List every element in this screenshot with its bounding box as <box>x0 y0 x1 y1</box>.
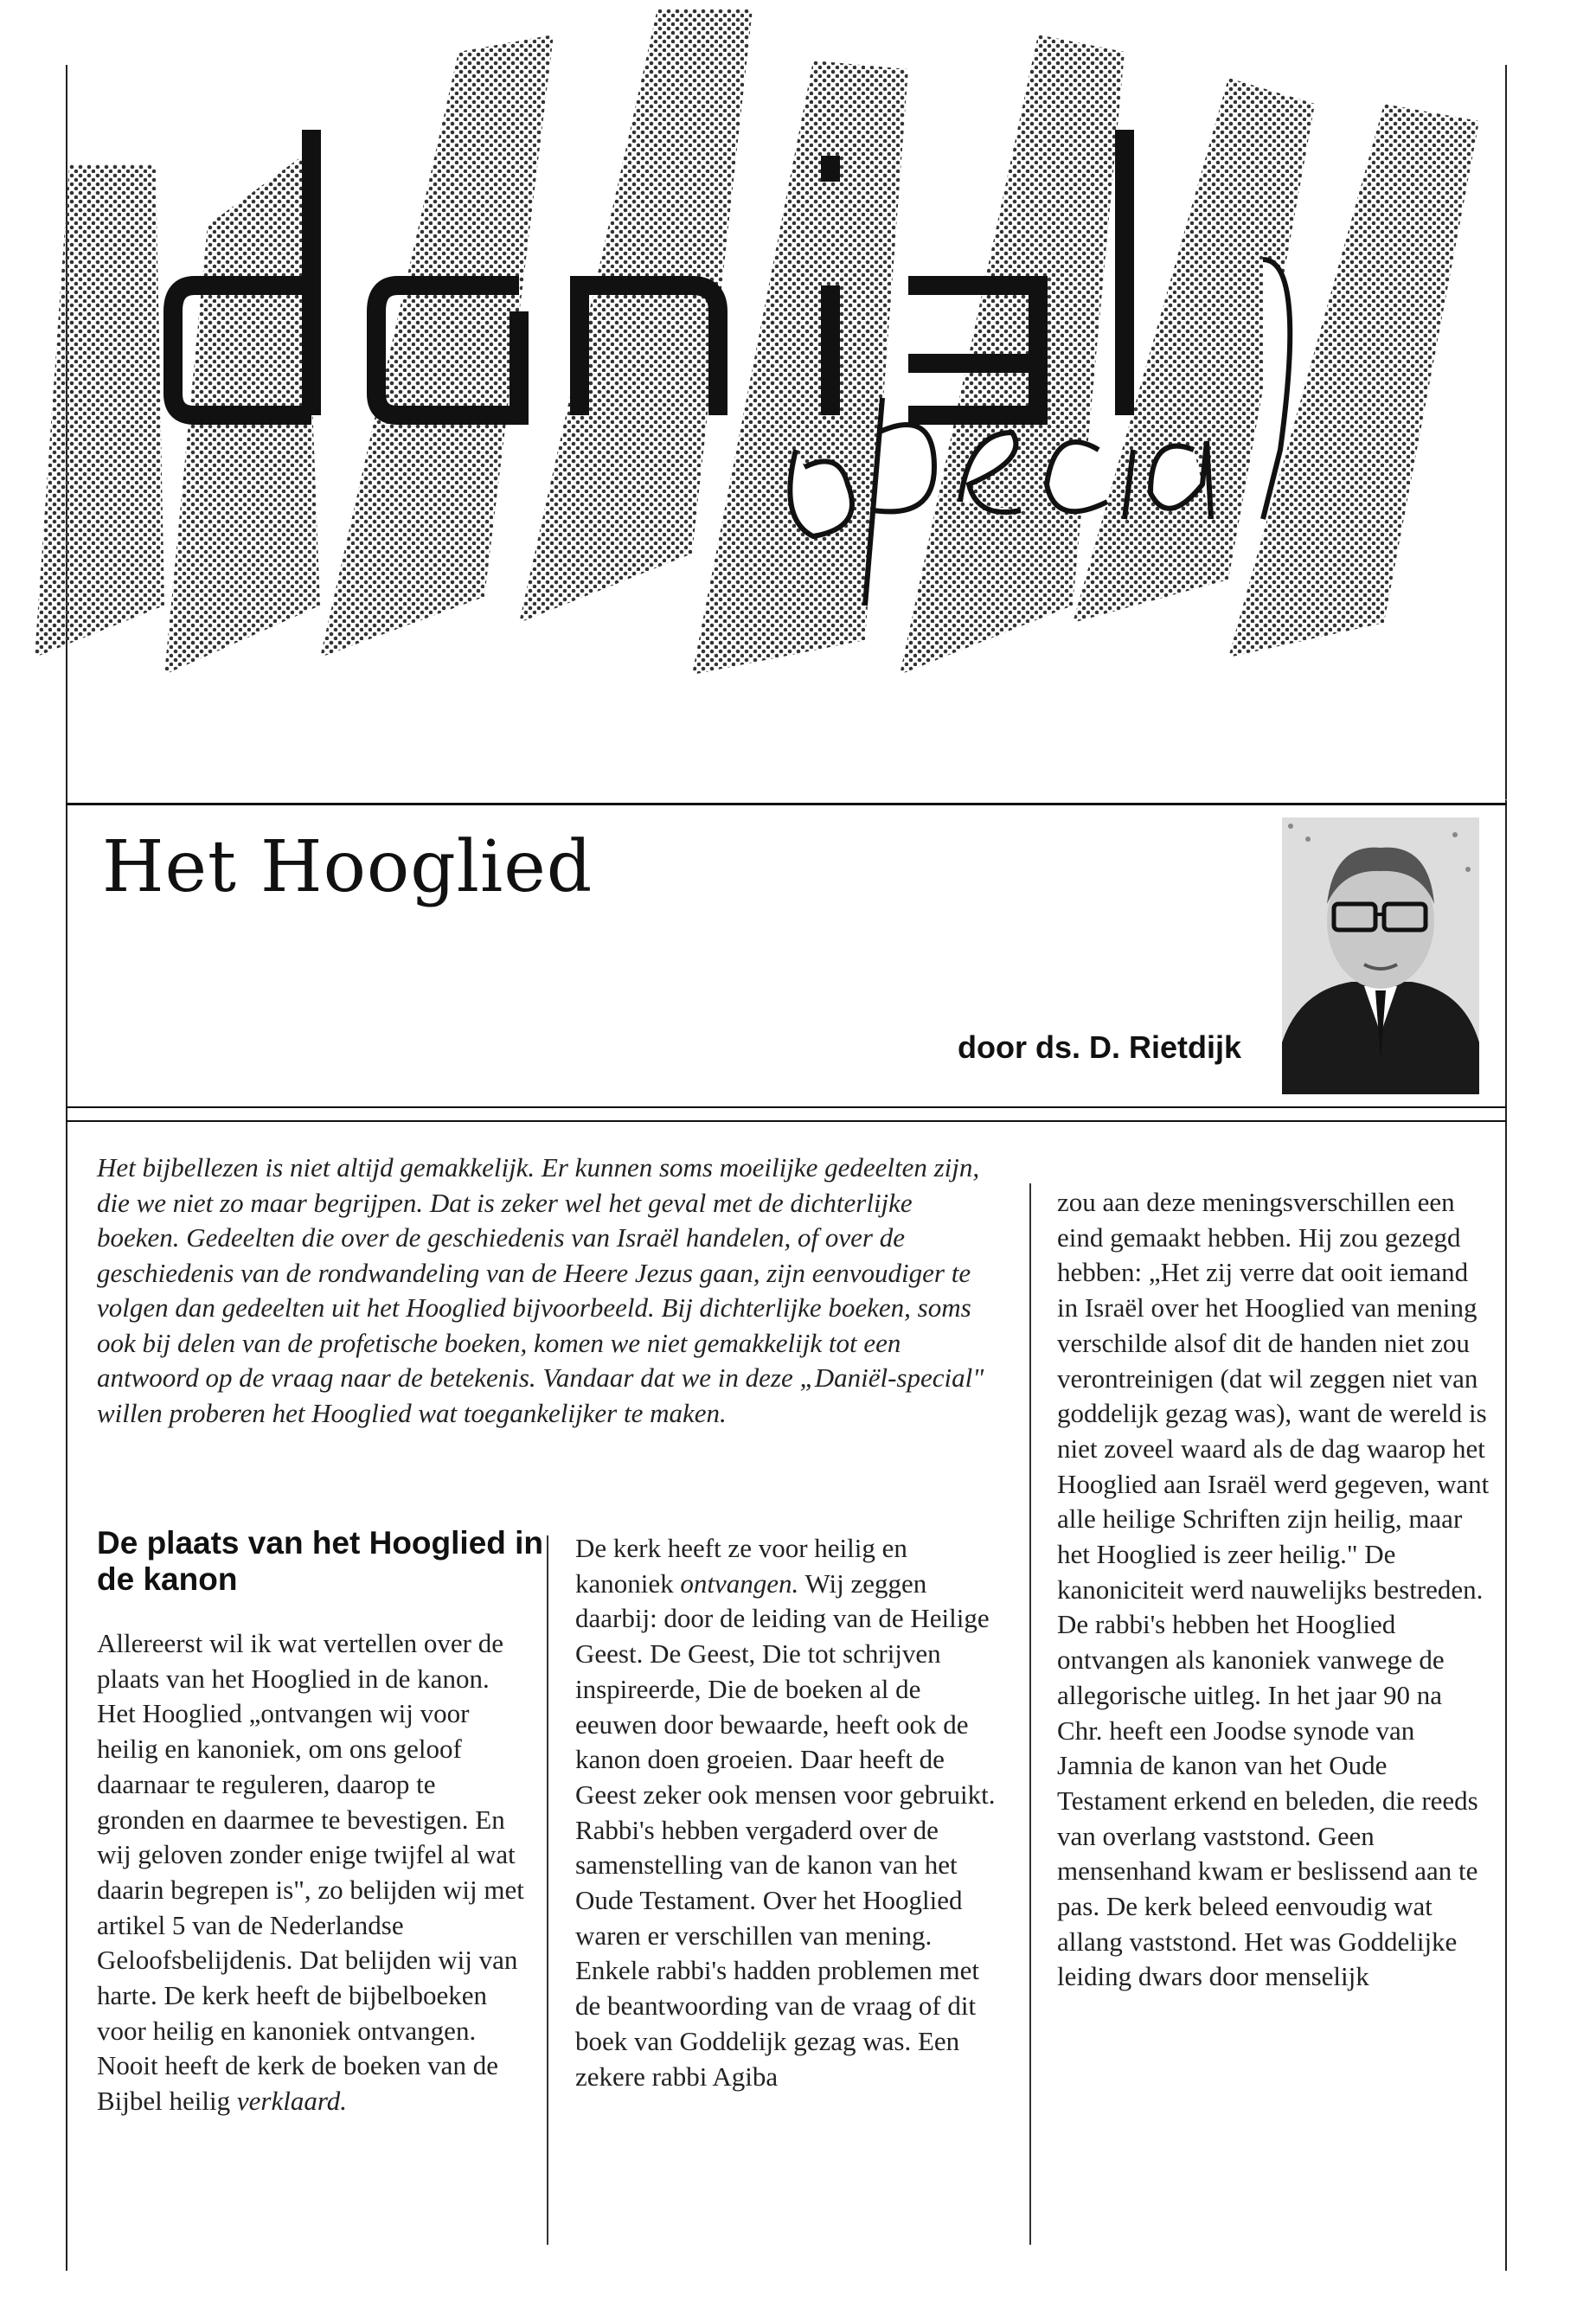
column-text: zou aan deze meningsverschillen een eind gemaakt hebben. Hij zou gezegd hebben: „Het zij verre dat ooit iemand in Israël over het Hooglied van mening verschilde alsof dit de handen niet zou verontreinigen (dat wil zeggen niet van goddelijk gezag was), want de wereld is niet zoveel waard als de dag waarop het Hooglied aan Israël werd gegeven, want alle heilige Schriften zijn heilig, maar het Hooglied is zeer heilig." De kanoniciteit werd nauwelijks bestreden. De rabbi's hebben het Hooglied ontvangen als kanoniek vanwege de allegorische uitleg. In het jaar 90 na Chr. heeft een Joodse synode van Jamnia de kanon van het Oude Testament erkend en beleden, die reeds van overlang vaststond. Geen mensenhand kwam er beslissend aan te pas. De kerk beleed eenvoudig wat allang vaststond. Het was Goddelijke leiding dwars door menselijk <box>1057 1187 1490 1992</box>
column-text: De kerk heeft ze voor heilig en kanoniek <box>575 1533 907 1599</box>
column-rule <box>547 1535 548 2245</box>
article-title: Het Hooglied <box>102 826 593 908</box>
masthead-word: daniël <box>1505 804 1510 805</box>
halftone-brush-strokes <box>35 9 1479 675</box>
column-text: Wij zeggen daarbij: door de leiding van de Heilige Geest. De Geest, Die tot schrijven inspireerde, Die de boeken al de eeuwen door bewaarde, heeft ook de kanon doen groeien. Daar heeft de Geest zeker ook mensen voor gebruikt. Rabbi's hebben vergaderd over de samenstelling van de kanon van het Oude Testament. Over het Hooglied waren er verschillen van mening. Enkele rabbi's hadden problemen met de beantwoording van de vraag of dit boek van Goddelijk gezag was. Een zekere rabbi Agiba <box>575 1567 996 2092</box>
article-intro: Het bijbellezen is niet altijd gemakkelijk. Er kunnen soms moeilijke gedeelten zijn, die we niet zo maar begrijpen. Dat is zeker wel het geval met de dichterlijke boeken. Gedeelten die over de geschiedenis van Israël handelen, of over de geschiedenis van de rondwandeling van de Heere Jezus gaan, zijn eenvoudiger te volgen dan gedeelten uit het Hooglied bijvoorbeeld. Bij dichterlijke boeken, soms ook bij delen van de profetische boeken, komen we niet gemakkelijk tot een antwoord op de vraag naar de betekenis. Vandaar dat we in deze „Daniël-special" willen proberen het Hooglied wat toegankelijker te maken. <box>97 1152 984 1428</box>
author-portrait <box>1282 817 1479 1094</box>
column-rule <box>1029 1183 1031 2245</box>
text-column-2 <box>575 1531 1008 2094</box>
article-byline: door ds. D. Rietdijk <box>957 1029 1241 1065</box>
emphasis-text: verklaard. <box>236 2086 347 2117</box>
masthead-logo <box>35 0 1514 809</box>
emphasis-text: ontvangen. <box>680 1567 799 1599</box>
masthead-script-word: special <box>1505 799 1511 801</box>
text-column-3 <box>1057 1185 1490 1995</box>
title-rule <box>66 1120 1507 1122</box>
text-column-1 <box>97 1626 529 2119</box>
column-text: Allereerst wil ik wat vertellen over de plaats van het Hooglied in de kanon. Het Hooglied „ontvangen wij voor heilig en kanoniek, om ons geloof daarnaar te reguleren, daarop te gronden en daarmee te bevestigen. En wij geloven zonder enige twijfel al wat daarin begrepen is", zo belijden wij met artikel 5 van de Nederlandse Geloofsbelijdenis. Dat belijden wij van harte. De kerk heeft de bijbelboeken voor heilig en kanoniek ontvangen. Nooit heeft de kerk de boeken van de Bijbel heilig <box>97 1628 524 2117</box>
section-heading: De plaats van het Hooglied in de kanon <box>97 1525 544 1597</box>
